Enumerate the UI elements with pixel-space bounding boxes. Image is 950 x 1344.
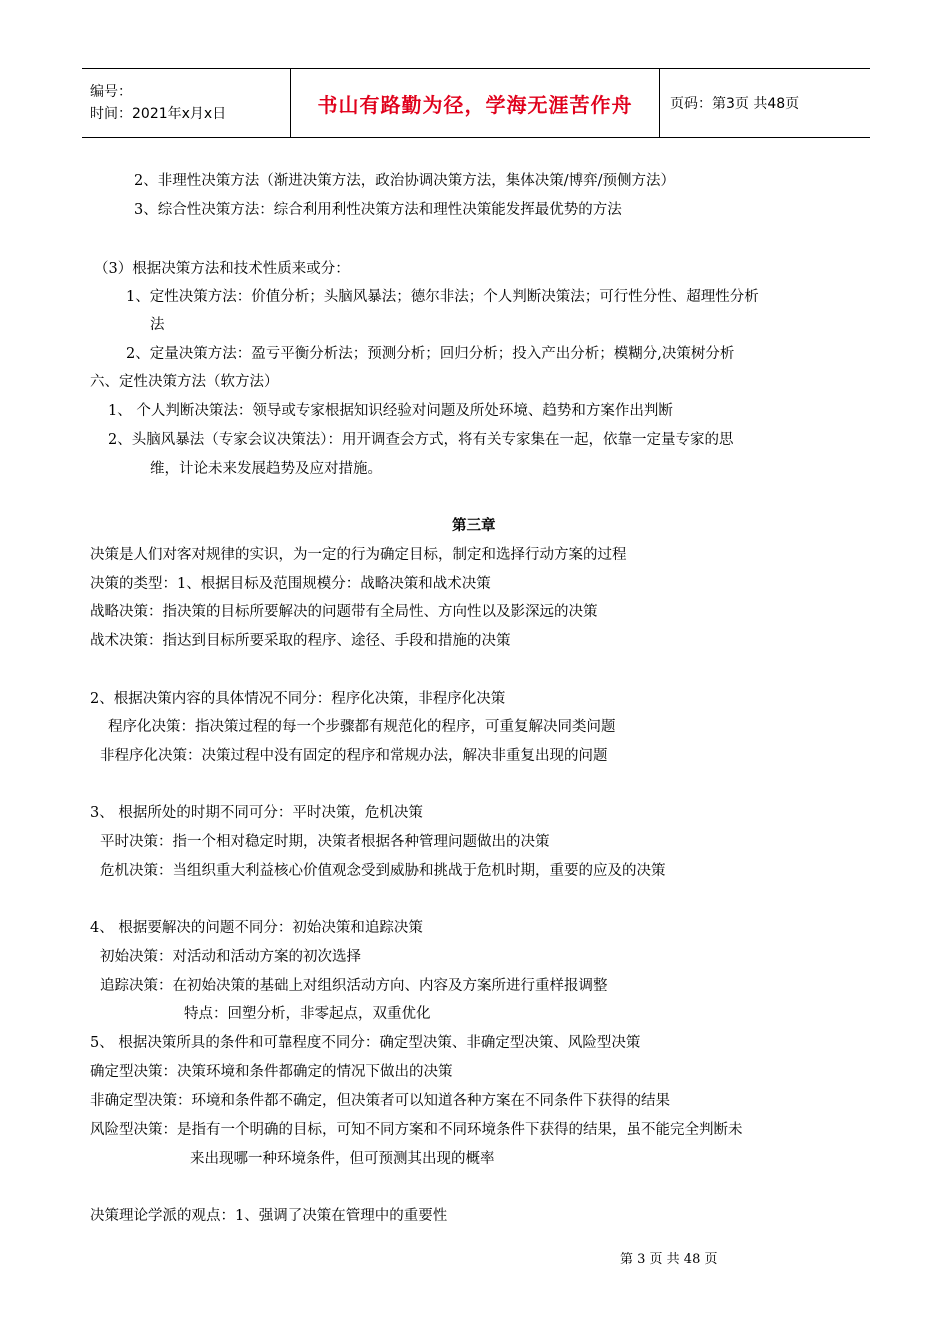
body-line: 追踪决策：在初始决策的基础上对组织活动方向、内容及方案所进行重样报调整 bbox=[100, 978, 608, 994]
page-number-label: 页码：第3页 共48页 bbox=[670, 96, 800, 112]
body-line: 法 bbox=[150, 317, 165, 333]
body-line: 危机决策：当组织重大利益核心价值观念受到威胁和挑战于危机时期，重要的应及的决策 bbox=[100, 863, 666, 879]
chapter-title: 第三章 bbox=[452, 518, 496, 534]
body-line: 维，计论未来发展趋势及应对措施。 bbox=[150, 461, 382, 477]
body-line: 1、定性决策方法：价值分析；头脑风暴法；德尔非法；个人判断决策法；可行性分性、超理性分析 bbox=[126, 289, 759, 305]
body-line: 决策是人们对客对规律的实识，为一定的行为确定目标，制定和选择行动方案的过程 bbox=[90, 547, 627, 563]
body-line: 初始决策：对活动和活动方案的初次选择 bbox=[100, 949, 361, 965]
body-line: 3、 根据所处的时期不同可分：平时决策，危机决策 bbox=[90, 805, 423, 821]
body-line: 1、 个人判断决策法：领导或专家根据知识经验对问题及所处环境、趋势和方案作出判断 bbox=[108, 403, 673, 419]
body-line: 平时决策：指一个相对稳定时期，决策者根据各种管理问题做出的决策 bbox=[100, 834, 550, 850]
body-line: 3、综合性决策方法：综合利用利性决策方法和理性决策能发挥最优势的方法 bbox=[134, 202, 622, 218]
body-line: 4、 根据要解决的问题不同分：初始决策和追踪决策 bbox=[90, 920, 423, 936]
body-line: 确定型决策：决策环境和条件都确定的情况下做出的决策 bbox=[90, 1064, 453, 1080]
body-line: 2、头脑风暴法（专家会议决策法）：用开调查会方式，将有关专家集在一起，依靠一定量专家的思 bbox=[108, 432, 734, 448]
serial-number-label: 编号： bbox=[90, 84, 132, 100]
body-line: 决策的类型：1、根据目标及范围规模分：战略决策和战术决策 bbox=[90, 576, 491, 592]
section-heading: 六、定性决策方法（软方法） bbox=[90, 374, 279, 390]
page-header bbox=[82, 68, 870, 138]
body-line: 2、非理性决策方法（渐进决策方法，政治协调决策方法，集体决策/博弈/预侧方法） bbox=[134, 173, 675, 189]
body-line: 2、定量决策方法：盈亏平衡分析法；预测分析；回归分析；投入产出分析；模糊分,决策树分析 bbox=[126, 346, 735, 362]
page-footer: 第 3 页 共 48 页 bbox=[620, 1252, 718, 1267]
body-line: 非程序化决策：决策过程中没有固定的程序和常规办法，解决非重复出现的问题 bbox=[100, 748, 608, 764]
header-page-cell bbox=[660, 69, 870, 137]
body-line: 5、 根据决策所具的条件和可靠程度不同分：确定型决策、非确定型决策、风险型决策 bbox=[90, 1035, 641, 1051]
body-line: 非确定型决策：环境和条件都不确定，但决策者可以知道各种方案在不同条件下获得的结果 bbox=[90, 1093, 670, 1109]
body-line: 决策理论学派的观点：1、强调了决策在管理中的重要性 bbox=[90, 1208, 448, 1224]
body-line: 程序化决策：指决策过程的每一个步骤都有规范化的程序，可重复解决同类问题 bbox=[108, 719, 616, 735]
body-line: 2、根据决策内容的具体情况不同分：程序化决策，非程序化决策 bbox=[90, 691, 506, 707]
body-line: 战术决策：指达到目标所要采取的程序、途径、手段和措施的决策 bbox=[90, 633, 511, 649]
header-meta-cell bbox=[82, 69, 291, 137]
body-line: 战略决策：指决策的目标所要解决的问题带有全局性、方向性以及影深远的决策 bbox=[90, 604, 598, 620]
date-label: 时间：2021年x月x日 bbox=[90, 106, 227, 122]
body-line: （3）根据决策方法和技术性质来或分： bbox=[94, 261, 350, 277]
body-line: 特点：回塑分析，非零起点，双重优化 bbox=[184, 1006, 431, 1022]
header-motto-cell bbox=[291, 69, 660, 137]
motto-text: 书山有路勤为径，学海无涯苦作舟 bbox=[317, 92, 633, 117]
body-line: 风险型决策：是指有一个明确的目标，可知不同方案和不同环境条件下获得的结果，虽不能完全判断未 bbox=[90, 1122, 743, 1138]
body-line: 来出现哪一种环境条件，但可预测其出现的概率 bbox=[190, 1151, 495, 1167]
